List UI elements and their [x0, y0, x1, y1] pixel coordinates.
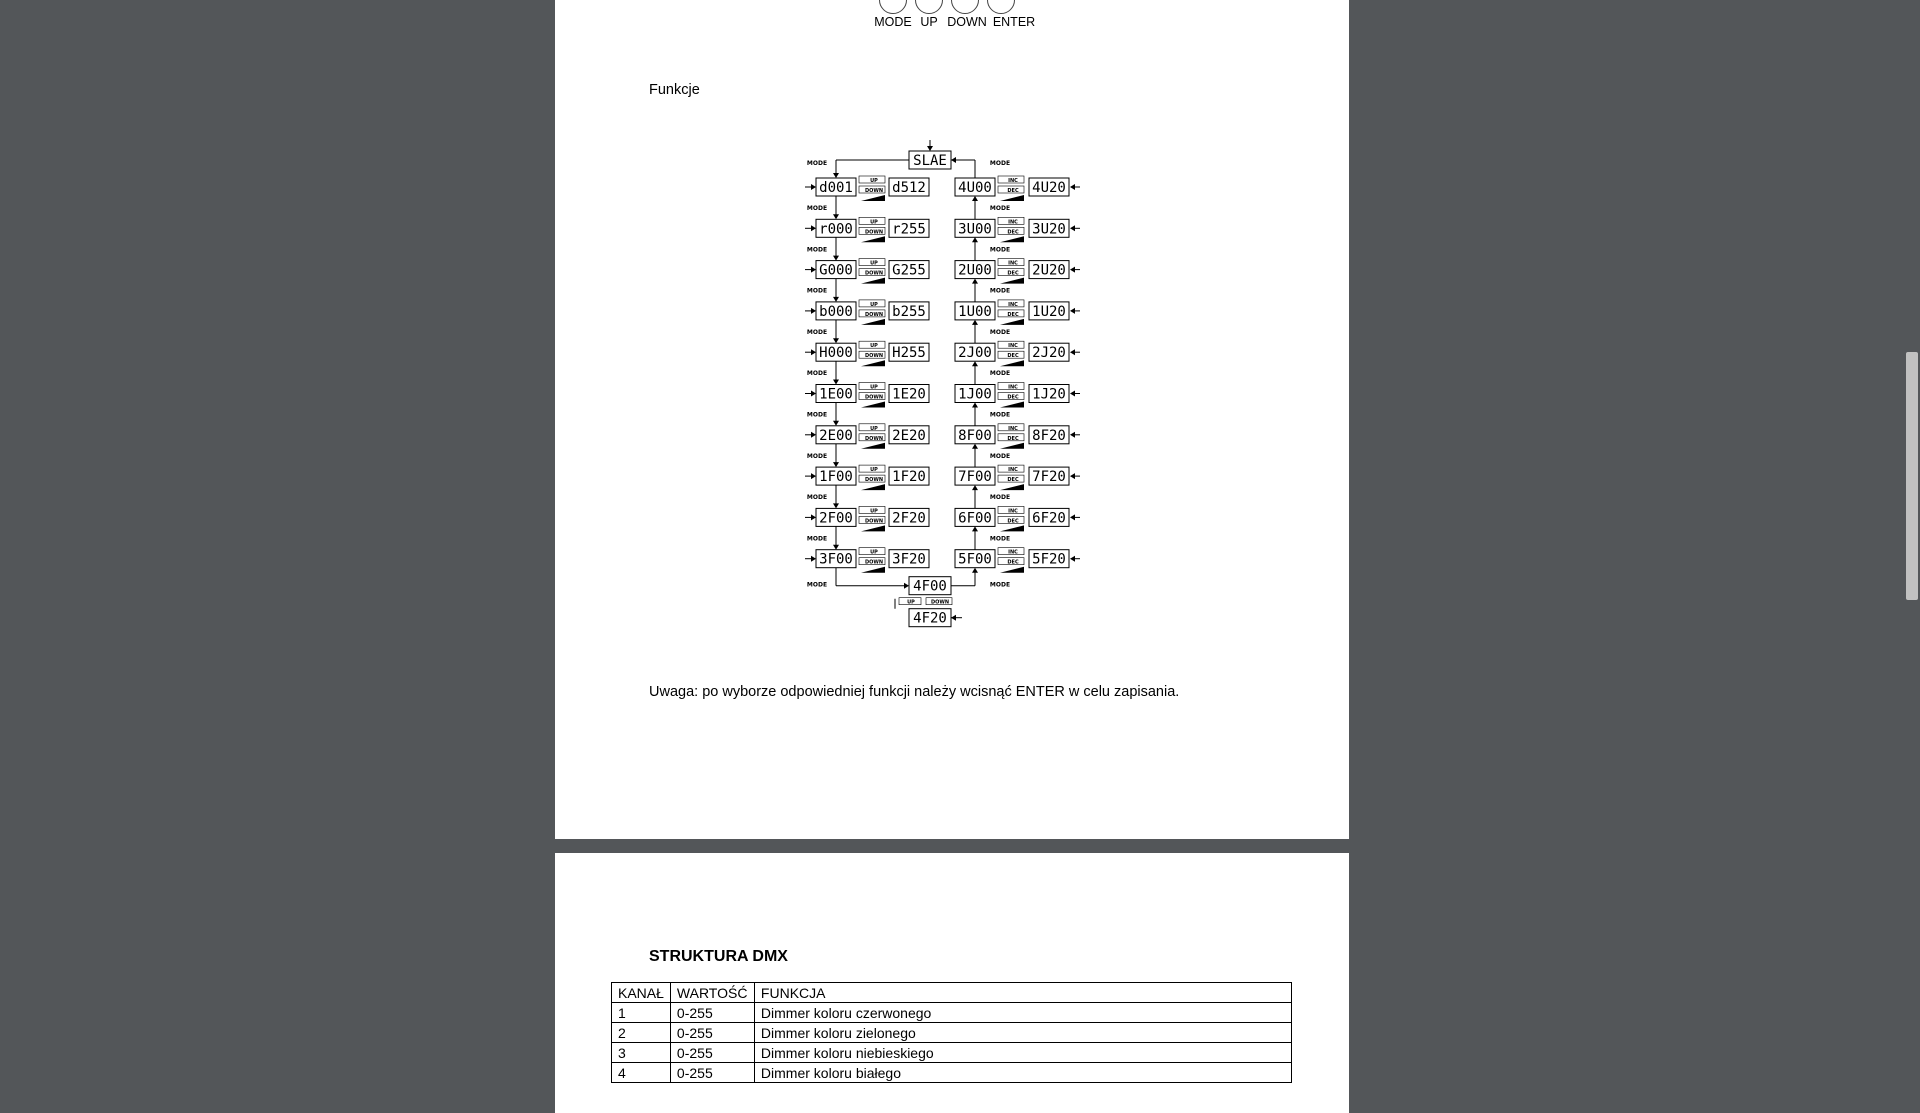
menu-flow-diagram: [805, 140, 1105, 630]
arrow-right-icon: [811, 473, 816, 479]
left-keypad-4-top-label: UP: [870, 343, 878, 350]
left-keypad-5-bottom-label: DOWN: [864, 394, 884, 401]
right-row-start-4: 2J00: [958, 345, 992, 362]
dmx-table: [611, 982, 1292, 1083]
arrow-right-icon: [811, 556, 816, 562]
left-row-start-3: b000: [819, 303, 853, 320]
left-keypad-9-bottom-label: DOWN: [864, 559, 884, 566]
right-row-end-3: 1U20: [1032, 303, 1066, 320]
section-label-funkcje: Funkcje: [649, 82, 700, 98]
right-row-start-5: 1J00: [958, 386, 992, 403]
right-keypad-6-bottom-label: DEC: [1007, 435, 1019, 442]
left-row-start-0: d001: [819, 180, 853, 196]
left-keypad-6-bottom-label: DOWN: [864, 435, 884, 442]
arrow-left-icon: [1070, 267, 1075, 273]
right-row-end-9: 5F20: [1032, 551, 1066, 568]
arrow-down-icon: [833, 545, 839, 550]
mode-label-left-3: MODE: [806, 328, 828, 336]
cell-value: 0-255: [670, 1043, 754, 1063]
mode-label-right-7: MODE: [989, 494, 1011, 502]
right-keypad-8-bottom-label: DEC: [1007, 518, 1019, 525]
left-keypad-3-bottom-label: DOWN: [864, 311, 884, 318]
arrow-left-icon: [951, 157, 956, 163]
mode-label-right-1: MODE: [989, 246, 1011, 254]
right-keypad-0-ramp-icon: [1000, 195, 1024, 201]
right-row-end-8: 6F20: [1032, 510, 1066, 527]
left-row-start-4: H000: [819, 345, 853, 362]
arrow-down-icon: [927, 146, 933, 151]
arrow-down-icon: [833, 503, 839, 508]
mode-label-left-8: MODE: [806, 535, 828, 543]
mode-label-bottom-right: MODE: [989, 581, 1011, 589]
arrow-up-icon: [972, 279, 978, 284]
right-keypad-4-bottom-label: DEC: [1007, 353, 1019, 360]
left-row-start-8: 2F00: [819, 510, 853, 527]
arrow-right-icon: [811, 514, 816, 520]
arrow-right-icon: [811, 308, 816, 314]
right-keypad-7-bottom-label: DEC: [1007, 477, 1019, 484]
cell-function: Dimmer koloru zielonego: [754, 1023, 1291, 1043]
mode-label-right-2: MODE: [989, 287, 1011, 295]
vertical-scrollbar[interactable]: [1903, 0, 1920, 1080]
arrow-right-icon: [811, 225, 816, 231]
down-button-label: DOWN: [947, 15, 987, 29]
right-row-start-3: 1U00: [958, 303, 992, 320]
left-keypad-8-ramp-icon: [861, 525, 885, 531]
arrow-left-icon: [1070, 308, 1075, 314]
table-row: [612, 1003, 1292, 1023]
cell-value: 0-255: [670, 1063, 754, 1083]
left-row-end-8: 2F20: [892, 510, 926, 527]
left-keypad-5-top-label: UP: [870, 384, 878, 391]
right-keypad-4-ramp-icon: [1000, 360, 1024, 366]
arrow-down-icon: [833, 421, 839, 426]
mode-label-right-8: MODE: [989, 535, 1011, 543]
header-funkcja: FUNKCJA: [754, 983, 1291, 1003]
right-keypad-7-ramp-icon: [1000, 484, 1024, 490]
left-keypad-1-bottom-label: DOWN: [864, 229, 884, 236]
right-keypad-1-ramp-icon: [1000, 236, 1024, 242]
up-button-label: UP: [920, 15, 938, 29]
arrow-up-icon: [972, 485, 978, 490]
right-keypad-8-ramp-icon: [1000, 525, 1024, 531]
left-keypad-8-top-label: UP: [870, 508, 878, 515]
arrow-down-icon: [833, 297, 839, 302]
left-keypad-4-ramp-icon: [861, 360, 885, 366]
arrow-left-icon: [1070, 391, 1075, 397]
left-keypad-8-bottom-label: DOWN: [864, 518, 884, 525]
left-keypad-7-ramp-icon: [861, 484, 885, 490]
cell-channel: 3: [612, 1043, 671, 1063]
right-keypad-1-top-label: INC: [1008, 219, 1018, 226]
arrow-right-icon: [904, 583, 909, 589]
left-keypad-7-top-label: UP: [870, 467, 878, 474]
mode-label-right-6: MODE: [989, 452, 1011, 460]
table-header-row: [612, 983, 1292, 1003]
left-keypad-3-top-label: UP: [870, 301, 878, 308]
cell-function: Dimmer koloru niebieskiego: [754, 1043, 1291, 1063]
left-row-end-2: G255: [892, 262, 926, 279]
left-keypad-5-ramp-icon: [861, 402, 885, 408]
mode-button-icon: [879, 0, 907, 14]
arrow-up-icon: [972, 361, 978, 366]
cell-value: 0-255: [670, 1023, 754, 1043]
left-row-start-7: 1F00: [819, 469, 853, 486]
right-row-start-7: 7F00: [958, 469, 992, 486]
left-keypad-0-ramp-icon: [861, 195, 885, 201]
arrow-left-icon: [1070, 473, 1075, 479]
left-keypad-2-ramp-icon: [861, 278, 885, 284]
right-keypad-2-top-label: INC: [1008, 260, 1018, 267]
mode-label-left-2: MODE: [806, 287, 828, 295]
right-row-start-2: 2U00: [958, 262, 992, 279]
bottom-value-node: 4F20: [913, 610, 947, 627]
right-keypad-3-top-label: INC: [1008, 301, 1018, 308]
left-row-start-2: G000: [819, 262, 853, 279]
right-keypad-0-top-label: INC: [1008, 178, 1018, 184]
left-row-end-3: b255: [892, 303, 926, 320]
cell-channel: 4: [612, 1063, 671, 1083]
mode-label-left-0: MODE: [806, 205, 828, 212]
left-row-end-0: d512: [892, 180, 926, 196]
mode-label-right-4: MODE: [989, 370, 1011, 378]
left-row-end-1: r255: [892, 221, 926, 238]
right-keypad-2-bottom-label: DEC: [1007, 270, 1019, 277]
arrow-right-icon: [811, 267, 816, 273]
left-row-end-4: H255: [892, 345, 926, 362]
save-note: Uwaga: po wyborze odpowiedniej funkcji należy wcisnąć ENTER w celu zapisania.: [649, 684, 1180, 700]
cell-function: Dimmer koloru białego: [754, 1063, 1291, 1083]
left-keypad-1-top-label: UP: [870, 219, 878, 226]
header-wartosc: WARTOŚĆ: [670, 983, 754, 1003]
right-keypad-8-top-label: INC: [1008, 508, 1018, 515]
arrow-left-icon: [1070, 225, 1075, 231]
arrow-right-icon: [811, 432, 816, 438]
arrow-right-icon: [811, 184, 816, 190]
left-row-start-5: 1E00: [819, 386, 853, 403]
right-row-start-6: 8F00: [958, 427, 992, 444]
right-keypad-0-bottom-label: DEC: [1007, 188, 1019, 194]
bottom-up-key-label: UP: [907, 599, 915, 606]
right-keypad-5-bottom-label: DEC: [1007, 394, 1019, 401]
left-keypad-2-top-label: UP: [870, 260, 878, 267]
up-button-icon: [915, 0, 943, 14]
right-keypad-3-bottom-label: DEC: [1007, 311, 1019, 318]
mode-label-right-5: MODE: [989, 411, 1011, 419]
cell-function: Dimmer koloru czerwonego: [754, 1003, 1291, 1023]
arrow-left-icon: [951, 615, 956, 621]
arrow-up-icon: [972, 568, 978, 573]
down-button-icon: [951, 0, 979, 14]
right-row-end-6: 8F20: [1032, 427, 1066, 444]
mode-label-left-5: MODE: [806, 411, 828, 419]
document-page-2: [555, 853, 1349, 1113]
mode-label-right-0: MODE: [989, 205, 1011, 212]
left-keypad-0-bottom-label: DOWN: [864, 188, 884, 194]
arrow-down-icon: [833, 173, 839, 178]
arrow-left-icon: [1070, 556, 1075, 562]
top-node: SLAE: [913, 153, 947, 169]
arrow-right-icon: [811, 349, 816, 355]
arrow-left-icon: [1070, 514, 1075, 520]
right-keypad-4-top-label: INC: [1008, 343, 1018, 350]
mode-label-left-7: MODE: [806, 494, 828, 502]
arrow-right-icon: [811, 391, 816, 397]
table-row: [612, 1043, 1292, 1063]
right-row-end-4: 2J20: [1032, 345, 1066, 362]
left-row-end-6: 2E20: [892, 427, 926, 444]
mode-button-label: MODE: [874, 15, 912, 29]
right-row-start-0: 4U00: [958, 180, 992, 196]
left-row-start-6: 2E00: [819, 427, 853, 444]
arrow-up-icon: [972, 320, 978, 325]
arrow-up-icon: [972, 526, 978, 531]
left-row-end-5: 1E20: [892, 386, 926, 403]
right-keypad-7-top-label: INC: [1008, 467, 1018, 474]
left-row-end-7: 1F20: [892, 469, 926, 486]
left-row-end-9: 3F20: [892, 551, 926, 568]
table-row: [612, 1023, 1292, 1043]
cell-channel: 2: [612, 1023, 671, 1043]
arrow-down-icon: [833, 256, 839, 261]
left-keypad-4-bottom-label: DOWN: [864, 353, 884, 360]
mode-label-right-3: MODE: [989, 328, 1011, 336]
document-page-1: [555, 0, 1349, 839]
right-row-end-0: 4U20: [1032, 180, 1066, 196]
scrollbar-thumb[interactable]: [1906, 352, 1918, 600]
mode-label-left-1: MODE: [806, 246, 828, 254]
right-keypad-9-bottom-label: DEC: [1007, 559, 1019, 566]
left-keypad-0-top-label: UP: [870, 178, 878, 184]
arrow-up-icon: [972, 237, 978, 242]
enter-button-icon: [987, 0, 1015, 14]
arrow-left-icon: [1070, 184, 1075, 190]
right-keypad-6-top-label: INC: [1008, 425, 1018, 432]
left-row-start-9: 3F00: [819, 551, 853, 568]
right-row-end-2: 2U20: [1032, 262, 1066, 279]
left-keypad-3-ramp-icon: [861, 319, 885, 325]
mode-label-left-4: MODE: [806, 370, 828, 378]
header-kanal: KANAŁ: [612, 983, 671, 1003]
left-row-start-1: r000: [819, 221, 853, 238]
right-row-start-8: 6F00: [958, 510, 992, 527]
right-keypad-2-ramp-icon: [1000, 278, 1024, 284]
mode-label-bottom-left: MODE: [806, 581, 828, 589]
left-keypad-9-top-label: UP: [870, 549, 878, 556]
right-row-start-9: 5F00: [958, 551, 992, 568]
right-keypad-1-bottom-label: DEC: [1007, 229, 1019, 236]
arrow-left-icon: [1070, 349, 1075, 355]
arrow-left-icon: [1070, 432, 1075, 438]
left-keypad-7-bottom-label: DOWN: [864, 477, 884, 484]
left-keypad-2-bottom-label: DOWN: [864, 270, 884, 277]
arrow-up-icon: [972, 403, 978, 408]
right-keypad-6-ramp-icon: [1000, 443, 1024, 449]
left-keypad-6-top-label: UP: [870, 425, 878, 432]
mode-label-top-right: MODE: [989, 160, 1011, 167]
arrow-up-icon: [972, 196, 978, 201]
right-row-end-7: 7F20: [1032, 469, 1066, 486]
left-keypad-9-ramp-icon: [861, 567, 885, 573]
right-row-end-5: 1J20: [1032, 386, 1066, 403]
right-row-end-1: 3U20: [1032, 221, 1066, 238]
mode-label-top-left: MODE: [806, 160, 828, 167]
left-keypad-1-ramp-icon: [861, 236, 885, 242]
cell-value: 0-255: [670, 1003, 754, 1023]
enter-button-label: ENTER: [992, 15, 1036, 29]
arrow-down-icon: [833, 214, 839, 219]
arrow-down-icon: [833, 380, 839, 385]
bottom-down-key-label: DOWN: [930, 599, 950, 606]
dmx-structure-heading: STRUKTURA DMX: [649, 948, 788, 965]
arrow-down-icon: [833, 338, 839, 343]
right-keypad-5-ramp-icon: [1000, 402, 1024, 408]
left-keypad-6-ramp-icon: [861, 443, 885, 449]
right-keypad-9-top-label: INC: [1008, 549, 1018, 556]
right-keypad-9-ramp-icon: [1000, 567, 1024, 573]
bottom-node: 4F00: [913, 578, 947, 595]
right-keypad-3-ramp-icon: [1000, 319, 1024, 325]
right-keypad-5-top-label: INC: [1008, 384, 1018, 391]
arrow-down-icon: [833, 462, 839, 467]
cell-channel: 1: [612, 1003, 671, 1023]
arrow-up-icon: [972, 444, 978, 449]
mode-label-left-6: MODE: [806, 452, 828, 460]
right-row-start-1: 3U00: [958, 221, 992, 238]
